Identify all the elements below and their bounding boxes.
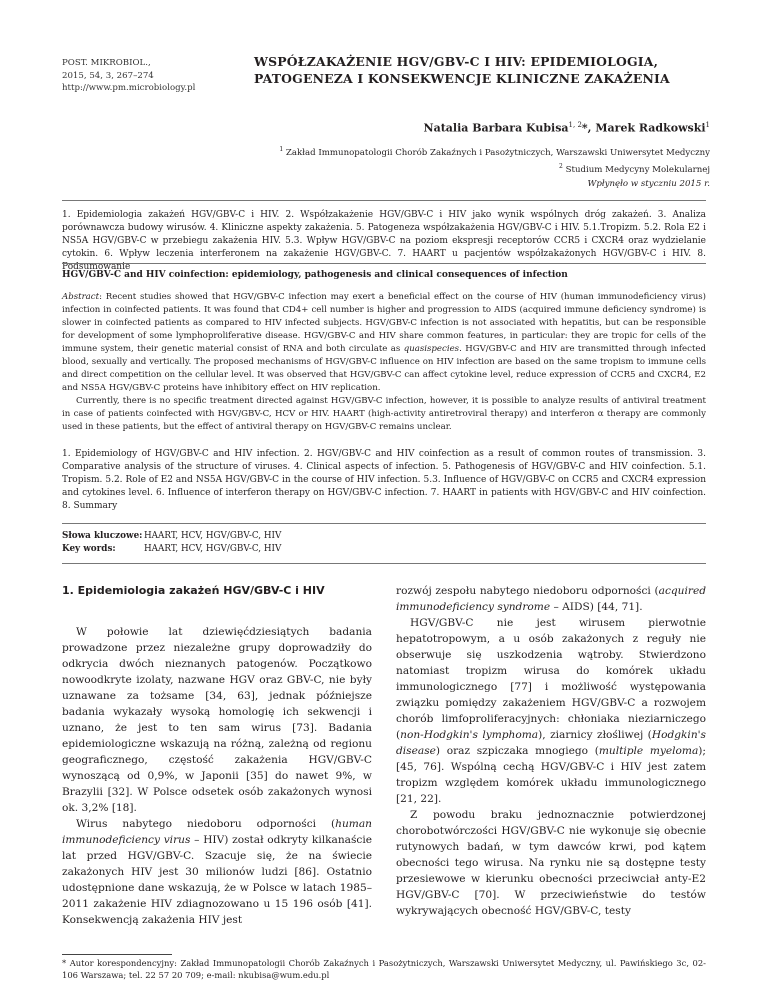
author-separator: ,: [587, 121, 596, 135]
affiliation-2: [279, 160, 710, 177]
abstract-text-b: . HGV/GBV-C and HIV are transmitted through infected blood, sexually and vertically. The proposed mechanisms of HGV/GBV-C influence on HIV infection are based on the same tropism to immune cells and direct competition on the cellular level. It was observed that HGV/GBV-C can affect cytokine level, reduce expression of CCR5 and CXCR4, E2 and NS5A HGV/GBV-C proteins have inhibitory effect on HIV replication.: [62, 344, 706, 393]
keywords-english-label: Key words:: [62, 544, 116, 554]
abstract: [62, 291, 706, 434]
footnote-text: Autor korespondencyjny: Zakład Immunopatologii Chorób Zakaźnych i Pasożytniczych, Warszawski Uniwersytet Medyczny, ul. Pawińskiego 3c, 02-106 Warszawa; tel. 22 57 20 709; e-mail: nkubisa@wum.edu.pl: [62, 958, 706, 980]
divider-keywords-top: [62, 523, 706, 524]
s1p2-emphasis: human immunodeficiency virus: [62, 818, 372, 846]
author-2-affil: 1: [705, 121, 710, 129]
right-paragraph-2: [396, 615, 706, 807]
rp2-text-d: ); [45, 76]. Wspólną cechą HGV/GBV-C i HIV jest zatem tropizm względem komórek układu immunologicznego [21, 22].: [396, 745, 706, 805]
right-paragraph-3: Z powodu braku jednoznacznie potwierdzonej chorobotwórczości HGV/GBV-C nie wykonuje się obecnie rutynowych badań, w tym dawców krwi, pod kątem obecności tego wirusa. Na rynku nie są dostępne testy przesiewowe w kierunku obecności przeciwciał anty-E2 HGV/GBV-C [70]. W przeciwieństwie do testów wykrywających obecność HGV/GBV-C, testy: [396, 809, 706, 917]
footnote-mark: *: [62, 958, 70, 968]
section-1-heading: 1. Epidemiologia zakażeń HGV/GBV-C i HIV: [62, 584, 325, 597]
keywords: [62, 530, 281, 556]
abstract-paragraph-2: Currently, there is no specific treatment directed against HGV/GBV-C infection, however, it is possible to analyze results of antiviral treatment in case of patients coinfected with HGV/GBV-C, HCV or HIV. HAART (high-activity antiretroviral therapy) and interferon α therapy are commonly used in these patients, but the effect of antiviral therapy on HGV/GBV-C remains unclear.: [62, 396, 706, 432]
journal-url[interactable]: http://www.pm.microbiology.pl: [62, 83, 196, 93]
affiliation-1-text: Zakład Immunopatologii Chorób Zakaźnych i Pasożytniczych, Warszawski Uniwersytet Medyczny: [283, 147, 710, 158]
authors: [424, 121, 710, 135]
corresponding-mark: *: [581, 121, 588, 135]
affiliation-1-sup: 1: [279, 146, 284, 153]
abstract-text-a: : Recent studies showed that HGV/GBV-C infection may exert a beneficial effect on the course of HIV (human immunodeficiency virus) infection in coinfected patients. It was found that CD4+ cell number is higher and progression to AIDS (acquired immune deficiency syndrome) is slower in coinfected patients as compared to HIV infected subjects. HGV/GBV-C infection is not associated with hepatitis, but can be responsible for development of some lymphoproliferative disease. HGV/GBV-C and HIV share common features, in particular: they are tropic for cells of the immune system, their genetic material consist of RNA and both circulate as: [62, 292, 706, 354]
rp1-emphasis: acquired immunodeficiency syndrome: [396, 585, 706, 613]
rp2-emphasis-2: Hodgkin's disease: [396, 729, 706, 757]
divider-contents: [62, 263, 706, 264]
contents-english: 1. Epidemiology of HGV/GBV-C and HIV infection. 2. HGV/GBV-C and HIV coinfection as a result of common routes of transmission. 3. Comparative analysis of the structure of viruses. 4. Clinical aspects of infection. 5. Pathogenesis of HGV/GBV-C and HIV coinfection. 5.1. Tropism. 5.2. Role of E2 and NS5A HGV/GBV-C in the course of HIV infection. 5.3. Influence of HGV/GBV-C on CCR5 and CXCR4 expression and cytokines level. 6. Influence of interferon therapy on HGV/GBV-C infection. 7. HAART in patients with HGV/GBV-C and HIV coinfection. 8. Summary: [62, 449, 706, 511]
journal-info: [62, 57, 195, 95]
rp1-text-a: rozwój zespołu nabytego niedoboru odporności (: [396, 585, 659, 597]
rp2-text-a: HGV/GBV-C nie jest wirusem pierwotnie hepatotropowym, a u osób zakażonych z reguły nie obserwuje się uszkodzenia wątroby. Stwierdzono natomiast tropizm wirusa do komórek układu immunologicznego [77] i możliwość występowania związku pomiędzy zakażeniem HGV/GBV-C a rozwojem chorób limfoproliferacyjnych: chłoniaka nieziarniczego (: [396, 617, 706, 741]
author-2: Marek Radkowski: [595, 121, 706, 135]
contents-polish: 1. Epidemiologia zakażeń HGV/GBV-C i HIV. 2. Współzakażenie HGV/GBV-C i HIV jako wynik wspólnych dróg zakażeń. 3. Analiza porównawcza budowy wirusów. 4. Kliniczne aspekty zakażenia. 5. Patogeneza współzakażenia HGV/GBV-C i HIV. 5.1.Tropizm. 5.2. Rola E2 i NS5A HGV/GBV-C w przebiegu zakażenia HIV. 5.3. Wpływ HGV/GBV-C na poziom ekspresji receptorów CCR5 i CXCR4 oraz wydzielanie cytokin. 6. Wpływ leczenia interferonem na zakażenie HGV/GBV-C. 7. HAART u pacjentów współzakażonych HGV/GBV-C i HIV. 8. Podsumowanie: [62, 210, 706, 272]
rp2-emphasis-1: non-Hodgkin's lymphoma: [400, 729, 539, 741]
right-paragraph-1: [396, 583, 706, 615]
journal-name: POST. MIKROBIOL.,: [62, 58, 151, 68]
keywords-polish: [62, 530, 281, 543]
affiliations: [279, 143, 710, 177]
divider-keywords-bottom: [62, 563, 706, 564]
received-date: Wpłynęło w styczniu 2015 r.: [587, 179, 710, 189]
title-line-1: WSPÓŁZAKAŻENIE HGV/GBV-C I HIV: EPIDEMIOLOGIA,: [254, 54, 659, 69]
affiliation-1: [279, 143, 710, 160]
keywords-polish-label: Słowa kluczowe:: [62, 531, 143, 541]
left-column: [62, 583, 372, 928]
section-1-paragraph-1: W połowie lat dziewięćdziesiątych badania prowadzone przez niezależne grupy doprowadziły do odkrycia dwóch nieznanych patogenów. Początkowo nowoodkryte izolaty, nazwane HGV oraz GBV-C, nie były uznawane za tożsame [34, 63], jednak późniejsze badania wykazały wysoką homologię ich sekwencji i uznano, że jest to ten sam wirus [73]. Badania epidemiologiczne wskazują na różną, zależną od regionu geograficznego, częstość zakażenia HGV/GBV-C wynoszącą od 0,9%, w Japonii [35] do nawet 9%, w Brazylii [32]. W Polsce odsetek osób zakażonych wynosi ok. 3,2% [18].: [62, 626, 372, 814]
abstract-paragraph-1: [62, 291, 706, 395]
keywords-english: [62, 543, 281, 556]
english-title: HGV/GBV-C and HIV coinfection: epidemiology, pathogenesis and clinical consequences of infection: [62, 270, 568, 280]
footnote-rule: [62, 954, 172, 955]
journal-volume: 2015, 54, 3, 267–274: [62, 70, 154, 81]
rp2-text-b: ), ziarnicy złośliwej (: [538, 729, 652, 741]
title-line-2: PATOGENEZA I KONSEKWENCJE KLINICZNE ZAKAŻENIA: [254, 71, 670, 86]
s1p2-text-a: Wirus nabytego niedoboru odporności (: [76, 818, 336, 830]
footnote: [62, 957, 706, 981]
rp1-text-b: – AIDS) [44, 71].: [550, 601, 643, 613]
abstract-label: Abstract: [62, 292, 100, 302]
section-1-paragraph-2: [62, 816, 372, 928]
keywords-polish-values: HAART, HCV, HGV/GBV-C, HIV: [144, 531, 282, 541]
author-1-affil: 1, 2: [568, 121, 582, 129]
rp2-emphasis-3: multiple myeloma: [598, 745, 699, 757]
abstract-emphasis: quasispecies: [403, 344, 460, 354]
affiliation-2-text: Studium Medycyny Molekularnej: [562, 164, 710, 175]
rp2-text-c: ) oraz szpiczaka mnogiego (: [435, 745, 599, 757]
divider-top: [62, 200, 706, 201]
affiliation-2-sup: 2: [559, 162, 563, 170]
article-title: [254, 53, 734, 87]
s1p2-text-b: – HIV) został odkryty kilkanaście lat przed HGV/GBV-C. Szacuje się, że na świecie zakażonych HIV jest 30 milionów ludzi [86]. Ostatnio udostępnione dane wskazują, że w Polsce w latach 1985–2011 zakażenie HIV zdiagnozowano u 15 196 osób [41]. Konsekwencją zakażenia HIV jest: [62, 834, 373, 926]
right-column: [396, 583, 706, 919]
author-1: Natalia Barbara Kubisa: [423, 121, 569, 135]
keywords-english-values: HAART, HCV, HGV/GBV-C, HIV: [144, 544, 282, 554]
